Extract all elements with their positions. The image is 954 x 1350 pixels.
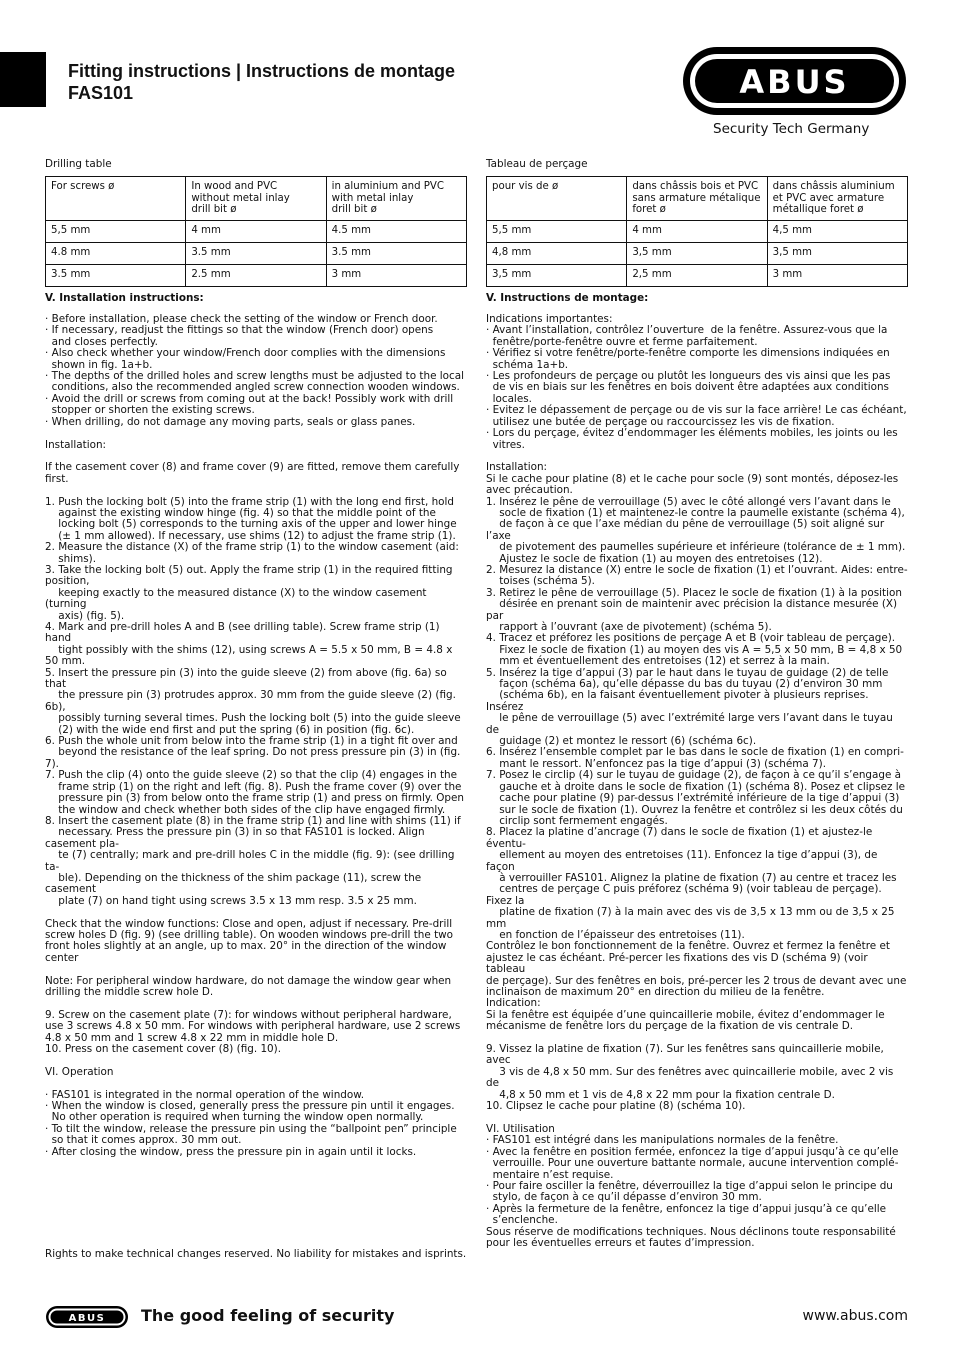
table-header-cell: in aluminium and PVC with metal inlay drill bit ø (326, 177, 466, 220)
logo-text: ABUS (739, 63, 850, 101)
table-cell: 4.8 mm (46, 242, 186, 264)
table-row (46, 220, 467, 242)
drilling-table (486, 176, 908, 286)
table-cell: 2,5 mm (627, 264, 767, 286)
table-header-cell: pour vis de ø (487, 177, 627, 220)
table-cell: 3,5 mm (767, 242, 907, 264)
english-column (45, 159, 467, 1261)
table-row (487, 242, 908, 264)
table-cell: 4 mm (627, 220, 767, 242)
table-row (487, 264, 908, 286)
table-header-cell: dans châssis aluminium et PVC avec armature métallique foret ø (767, 177, 907, 220)
table-cell: 3.5 mm (186, 242, 326, 264)
table-header-cell: For screws ø (46, 177, 186, 220)
drilling-table (45, 176, 467, 286)
header-tagline: Security Tech Germany (713, 121, 870, 137)
section-heading: V. Instructions de montage: (486, 291, 649, 304)
footer-logo-text: ABUS (68, 1313, 106, 1324)
table-cell: 2.5 mm (186, 264, 326, 286)
table-row (487, 220, 908, 242)
table-cell: 3,5 mm (627, 242, 767, 264)
instructions-body: Indications importantes: · Avant l’installation, contrôlez l’ouverture de la fenêtre. Assurez-vous que la fenêtre/porte-fenêtre ouvre et ferme parfaitement. · Vérifiez si votre fenêtre/porte-fenêtre comporte les dimensions indiquées en schéma 1a+b. · Les profondeurs de perçage ou plutôt les longueurs des vis ainsi que les pas de vis en biais sur les fenêtres en bois doivent être adaptées aux conditions locales. · Evitez le dépassement de perçage ou de vis sur la face arrière! Le cas échéant, utilisez une butée de perçage ou raccourcissez les vis de fixation. · Lors du perçage, évitez d’endommager les éléments mobiles, les joints ou les vitres. Installation: Si le cache pour platine (8) et le cache pour socle (9) sont montés, déposez-les avec précaution. 1. Insérez le pêne de verrouillage (5) avec le côté allongé vers l’avant dans le socle de fixation (1) et maintenez-le contre la paumelle existante (schéma 4), de façon à ce que l’axe médian du pêne de verrouillage (5) soit aligné sur l’axe de pivotement des paumelles supérieure et inférieure (tolérance de ± 1 mm). Ajustez le socle de fixation (1) au moyen des entretoises (12). 2. Mesurez la distance (X) entre le socle de fixation (1) et l’ouvrant. Aides: entre- toises (schéma 5). 3. Retirez le pêne de verrouillage (5). Placez le socle de fixation (1) à la position désirée en prenant soin de maintenir avec précision la distance mesurée (X) par rapport à l’ouvrant (axe de pivotement) (schéma 5). 4. Tracez et préforez les positions de perçage A et B (voir tableau de perçage). Fixez le socle de fixation (1) au moyen des vis A = 5,5 x 50 mm, B = 4,8 x 50 mm et éventuellement des entretoises (12) et serrez à la main. 5. Insérez la tige d’appui (3) par le haut dans le tuyau de guidage (2) de telle façon (schéma 6a), qu’elle dépasse du bas du tuyau (2) d’environ 30 mm (schéma 6b), en la faisant éventuellement pivoter à plusieurs reprises. Insérez le pêne de verrouillage (5) avec l’extrémité large vers l’avant dans le tuyau de guidage (2) et montez le ressort (6) (schéma 6c). 6. Insérez l’ensemble complet par le bas dans le socle de fixation (1) en compri- mant le ressort. N’enfoncez pas la tige d’appui (3) (schéma 7). 7. Posez le circlip (4) sur le tuyau de guidage (2), de façon à ce qu’il s’engage à gauche et à droite dans le socle de fixation (1) (schéma 8). Posez et clipsez le cache pour platine (9) par-dessus l’extrémité inférieure de la tige d’appui (3) sur le socle de fixation (1). Ouvrez la fenêtre et contrôlez si les deux côtés du circlip sont fermement engagés. 8. Placez la platine d’ancrage (7) dans le socle de fixation (1) et ajustez-le éventu- ellement au moyen des entretoises (11). Enfoncez la tige d’appui (3), de façon à verrouiller FAS101. Alignez la platine de fixation (7) au centre et tracez les centres de perçage C puis préforez (schéma 9) (voir tableau de perçage). Fixez la platine de fixation (7) à la main avec des vis de 3,5 x 13 mm ou de 3,5 x 25 mm en fonction de l’épaisseur des entretoises (11). Contrôlez le bon fonctionnement de la fenêtre. Ouvrez et fermez la fenêtre et ajustez le cas échéant. Pré-percer les fixations des vis D (schéma 9) (voir tableau de perçage). Sur des fenêtres en bois, pré-percer les 2 trous de devant avec une inclinaison de maximum 20° en direction du milieu de la fenêtre. Indication: Si la fenêtre est équipée d’une quincaillerie mobile, évitez d’endommager le mécanisme de fenêtre lors du perçage de la fixation de vis centrale D. 9. Vissez la platine de fixation (7). Sur les fenêtres sans quincaillerie mobile, avec 3 vis de 4,8 x 50 mm. Sur des fenêtres avec quincaillerie mobile, avec 2 vis de 4,8 x 50 mm et 1 vis de 4,8 x 22 mm pour la fixation centrale D. 10. Clipsez le cache pour platine (8) (schéma 10). VI. Utilisation · FAS101 est intégré dans les manipulations normales de la fenêtre. · Avec la fenêtre en position fermée, enfoncez la tige d’appui jusqu’à ce qu’elle verrouille. Pour une ouverture battante normale, aucune intervention complé- mentaire n’est requise. · Pour faire osciller la fenêtre, déverrouillez la tige d’appui selon le principe du stylo, de façon à ce qu’il dépasse d’environ 30 mm. · Après la fermeture de la fenêtre, enfoncez la tige d’appui jusqu’à ce qu’elle s’enclenche. Sous réserve de modifications techniques. Nous déclinons toute responsabilité pour les éventuelles erreurs et fautes d’impression. (486, 313, 908, 1249)
table-cell: 3,5 mm (487, 264, 627, 286)
footer-tagline: The good feeling of security (141, 1306, 395, 1325)
table-cell: 3.5 mm (326, 242, 466, 264)
table-cell: 4.5 mm (326, 220, 466, 242)
table-cell: 3 mm (767, 264, 907, 286)
website-link[interactable]: www.abus.com (802, 1308, 908, 1324)
table-cell: 3.5 mm (46, 264, 186, 286)
table-cell: 5,5 mm (46, 220, 186, 242)
table-cell: 5,5 mm (487, 220, 627, 242)
table-cell: 4,8 mm (487, 242, 627, 264)
section-heading: V. Installation instructions: (45, 291, 204, 304)
table-cell: 3 mm (326, 264, 466, 286)
abus-logo (681, 45, 908, 117)
instructions-body: · Before installation, please check the setting of the window or French door. · If necessary, readjust the fittings so that the window (French door) opens and closes perfectly. · Also check whether your window/French door complies with the dimensions shown in fig. 1a+b. · The depths of the drilled holes and screw lengths must be adjusted to the local conditions, also the recommended angled screw connection wooden windows. · Avoid the drill or screws from coming out at the back! Possibly work with drill stopper or shorten the existing screws. · When drilling, do not damage any moving parts, seals or glass panes. Installation: If the casement cover (8) and frame cover (9) are fitted, remove them carefully first. 1. Push the locking bolt (5) into the frame strip (1) with the long end first, hold against the existing window hinge (fig. 4) so that the middle point of the locking bolt (5) corresponds to the turning axis of the upper and lower hinge (± 1 mm allowed). If necessary, use shims (12) to adjust the frame strip (1). 2. Measure the distance (X) of the frame strip (1) to the window casement (aid: shims). 3. Take the locking bolt (5) out. Apply the frame strip (1) in the required fitting position, keeping exactly to the measured distance (X) to the window casement (turning axis) (fig. 5). 4. Mark and pre-drill holes A and B (see drilling table). Screw frame strip (1) hand tight possibly with the shims (12), using screws A = 5.5 x 50 mm, B = 4.8 x 50 mm. 5. Insert the pressure pin (3) into the guide sleeve (2) from above (fig. 6a) so that the pressure pin (3) protrudes approx. 30 mm from the guide sleeve (2) (fig. 6b), possibly turning several times. Push the locking bolt (5) into the guide sleeve (2) with the wide end first and put the spring (6) in position (fig. 6c). 6. Push the whole unit from below into the frame strip (1) in a tight fit over and beyond the resistance of the leaf spring. Do not press pressure pin (3) in (fig. 7). 7. Push the clip (4) onto the guide sleeve (2) so that the clip (4) engages in the frame strip (1) on the right and left (fig. 8). Push the frame cover (9) over the pressure pin (3) from below onto the frame strip (1) and press on firmly. Open the window and check whether both sides of the clip have engaged firmly. 8. Insert the casement plate (8) in the frame strip (1) and line with shims (11) if necessary. Press the pressure pin (3) in so that FAS101 is locked. Align casement pla- te (7) centrally; mark and pre-drill holes C in the middle (fig. 9): (see drilling ta- ble). Depending on the thickness of the shim package (11), screw the casement plate (7) on hand tight using screws 3.5 x 13 mm resp. 3.5 x 25 mm. Check that the window functions: Close and open, adjust if necessary. Pre-drill screw holes D (fig. 9) (see drilling table). On wooden windows pre-drill the two front holes slightly at an angle, up to max. 20° in the direction of the window center Note: For peripheral window hardware, do not damage the window gear when drilling the middle screw hole D. 9. Screw on the casement plate (7): for windows without peripheral hardware, use 3 screws 4.8 x 50 mm. For windows with peripheral hardware, use 2 screws 4.8 x 50 mm and 1 screw 4.8 x 22 mm in middle hole D. 10. Press on the casement cover (8) (fig. 10). VI. Operation · FAS101 is integrated in the normal operation of the window. · When the window is closed, generally press the pressure pin until it engages. No other operation is required when turning the window open normally. · To tilt the window, release the pressure pin using the “ballpoint pen” principle so that it comes approx. 30 mm out. · After closing the window, press the pressure pin in again until it locks. Rights to make technical changes reserved. No liability for mistakes and isprints. (45, 313, 467, 1261)
page-title (68, 60, 455, 104)
section-tab (0, 52, 46, 107)
table-cell: 4 mm (186, 220, 326, 242)
table-cell: 4,5 mm (767, 220, 907, 242)
table-header-cell: dans châssis bois et PVC sans armature métalique foret ø (627, 177, 767, 220)
table-row (46, 242, 467, 264)
table-header-cell: In wood and PVC without metal inlay drill bit ø (186, 177, 326, 220)
footer-abus-logo (45, 1305, 129, 1329)
french-column (486, 159, 908, 1249)
table-row (46, 264, 467, 286)
drilling-table-caption: Drilling table (45, 158, 112, 170)
table-header-row (487, 177, 908, 220)
table-header-row (46, 177, 467, 220)
title-line-2: FAS101 (68, 83, 134, 103)
drilling-table-caption: Tableau de perçage (486, 158, 588, 170)
title-line-1: Fitting instructions | Instructions de montage (68, 61, 456, 81)
